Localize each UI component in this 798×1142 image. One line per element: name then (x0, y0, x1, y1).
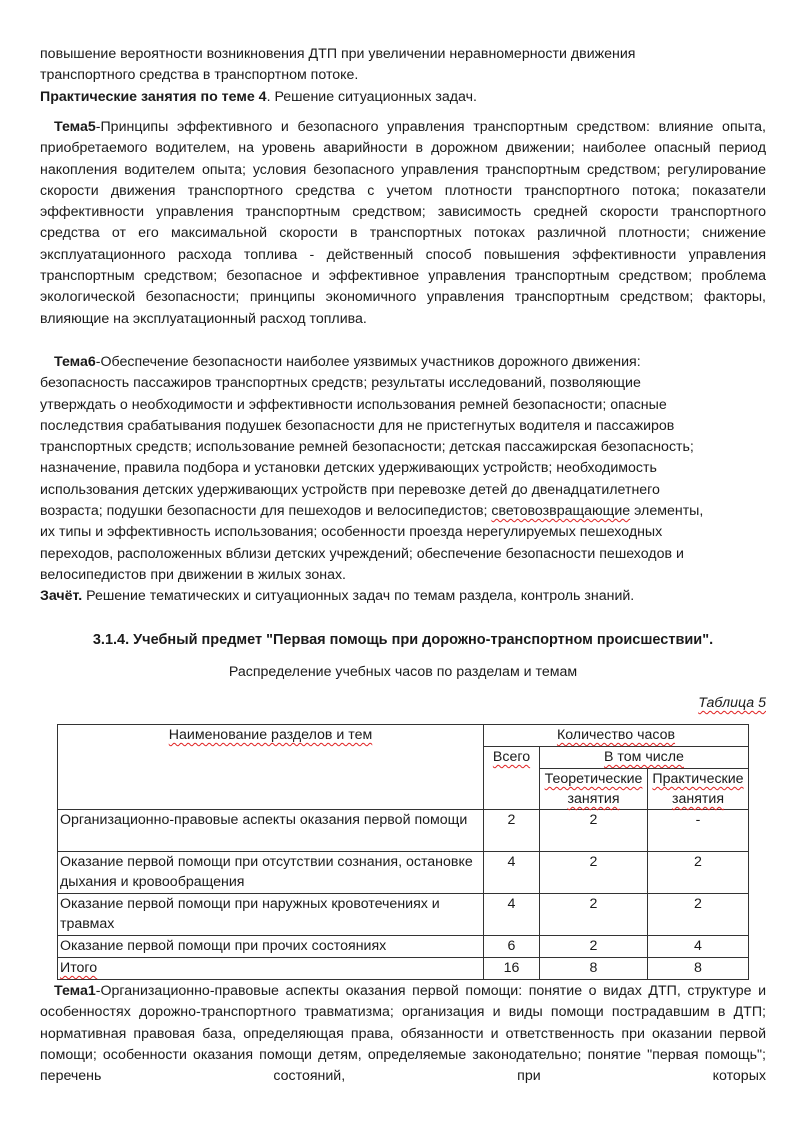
credit-text: Решение тематических и ситуационных задач по темам раздела, контроль знаний. (82, 588, 635, 605)
topic6-line-7: возраста; подушки безопасности для пешеходов и велосипедистов; световозвращающие элементы, (40, 503, 704, 520)
credit-paragraph (40, 586, 780, 607)
topic6-block (40, 352, 780, 608)
practice-text: . Решение ситуационных задач. (266, 88, 477, 105)
practice-paragraph (40, 87, 766, 108)
practice-label: Практические занятия по теме 4 (40, 88, 267, 105)
topic6-line-1: безопасность пассажиров транспортных средств; результаты исследований, позволяющие (40, 375, 641, 392)
intro-line-1: повышение вероятности возникновения ДТП при увеличении неравномерности движения (40, 46, 636, 62)
row-total: 16 (484, 958, 540, 980)
row-total: 6 (484, 936, 540, 958)
topic5-text: -Принципы эффективного и безопасного управления транспортным средством: влияние опыта, приобретаемого водителем, на уровень аварийности в дорожном движении; наиболее опасный период накопления водителем опыта; условия безопасного управления транспортным средством; регулирование скорости движения транспортного средства с учетом плотности транспортного потока; показатели эффективности управления транспортным средством; зависимость средней скорости транспортного средства от его максимальной скорости в транспортных потоках различной плотности; снижение эксплуатационного расхода топлива - действенный способ повышения эффективности управления транспортным средством; безопасное и эффективное управления транспортным средством; проблема экологической безопасности; принципы экономичного управления транспортным средством; факторы, влияющие на эксплуатационный расход топлива. (40, 119, 766, 327)
topic6-line-9: переходов, расположенных вблизи детских учреждений; обеспечение безопасности пешеходов и (40, 545, 684, 562)
topic1-label: Тема1 (54, 983, 96, 999)
topic6-label: Тема6 (54, 354, 96, 370)
row-practice: 4 (648, 936, 749, 958)
row-total: 2 (484, 810, 540, 852)
topic6-line-5: назначение, правила подбора и установки детских удерживающих устройств; необходимость (40, 460, 657, 477)
row-name: Итого (58, 958, 484, 980)
topic1-block (40, 981, 766, 1087)
row-theory: 8 (540, 958, 648, 980)
row-theory: 2 (540, 894, 648, 936)
topic1-text: -Организационно-правовые аспекты оказания первой помощи: понятие о видах ДТП, структуре и особенностях дорожно-транспортного травматизма; организация и виды помощи пострадавшим в ДТП; нормативная правовая база, определяющая права, обязанности и ответственность при оказании первой помощи; особенности оказания помощи детям, определяемые законодательно; понятие "первая помощь"; перечень состояний, при которых (40, 983, 766, 1085)
topic6-line-8: их типы и эффективность использования; особенности проезда нерегулируемых пешеходных (40, 524, 663, 541)
row-practice: 8 (648, 958, 749, 980)
credit-label: Зачёт. (40, 588, 83, 605)
table-label: Таблица 5 (698, 695, 766, 711)
row-practice: - (648, 810, 749, 852)
section-subtitle: Распределение учебных часов по разделам и темам (228, 664, 578, 680)
row-practice: 2 (648, 852, 749, 894)
hours-table (57, 724, 749, 980)
intro-block (40, 44, 766, 108)
row-name: Оказание первой помощи при наружных кровотечениях и травмах (58, 894, 484, 936)
intro-line-2: транспортного средства в транспортном потоке. (40, 67, 359, 84)
topic6-line-6: использования детских удерживающих устройств при перевозке детей до двенадцатилетнего (40, 481, 660, 498)
row-name: Оказание первой помощи при отсутствии сознания, остановке дыхания и кровообращения (58, 852, 484, 894)
header-theory: Теоретические занятия (540, 769, 648, 810)
table-row-total (58, 958, 749, 980)
table-row (58, 936, 749, 958)
topic6-line-2: утверждать о необходимости и эффективности использования ремней безопасности; опасные (40, 396, 667, 413)
table-row (58, 810, 749, 852)
topic1-paragraph (40, 981, 766, 1087)
row-theory: 2 (540, 936, 648, 958)
topic6-line-3: последствия срабатывания подушек безопасности для не пристегнутых водителя и пассажиров (40, 417, 675, 434)
header-total: Всего (484, 747, 540, 810)
header-practice: Практические занятия (648, 769, 749, 810)
row-name: Оказание первой помощи при прочих состояниях (58, 936, 484, 958)
table-row (58, 894, 749, 936)
row-total: 4 (484, 894, 540, 936)
header-name-col: Наименование разделов и тем (58, 725, 484, 810)
table-row (58, 852, 749, 894)
row-total: 4 (484, 852, 540, 894)
topic5-block (40, 117, 766, 330)
header-including: В том числе (540, 747, 749, 769)
row-theory: 2 (540, 810, 648, 852)
row-practice: 2 (648, 894, 749, 936)
topic6-line-10: велосипедистов при движении в жилых зонах. (40, 566, 347, 583)
topic6-line-4: транспортных средств; использование ремней безопасности; детская пассажирская безопасность; (40, 439, 694, 456)
topic6-line-0: Тема6-Обеспечение безопасности наиболее уязвимых участников дорожного движения: (54, 354, 641, 370)
row-theory: 2 (540, 852, 648, 894)
header-hours: Количество часов (484, 725, 749, 747)
topic5-label: Тема5 (54, 119, 96, 135)
topic5-paragraph (40, 117, 766, 330)
section-heading: 3.1.4. Учебный предмет "Первая помощь при дорожно-транспортном происшествии". (92, 632, 714, 648)
row-name: Организационно-правовые аспекты оказания первой помощи (58, 810, 484, 852)
spellcheck-word: световозвращающие (491, 503, 631, 520)
